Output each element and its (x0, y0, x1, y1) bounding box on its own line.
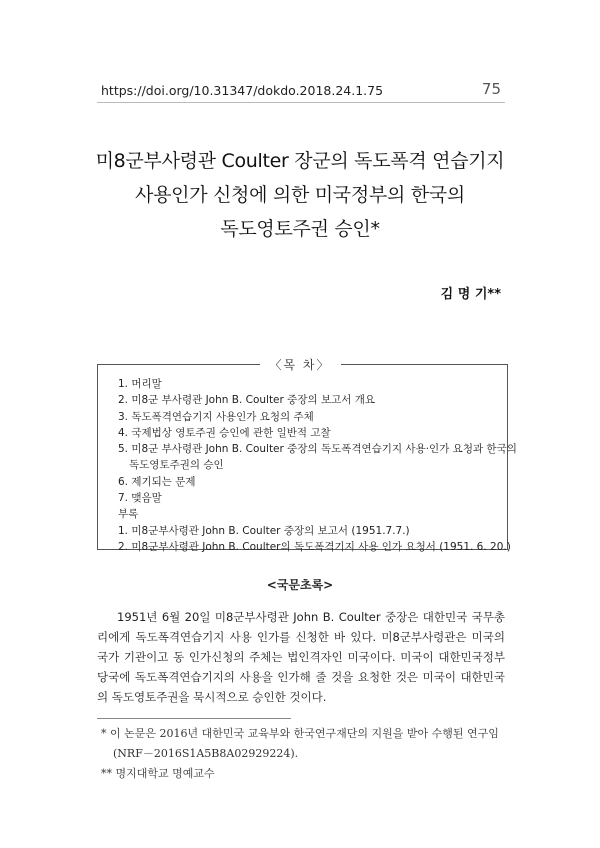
footnotes (101, 724, 506, 784)
abstract-text: 1951년 6월 20일 미8군부사령관 John B. Coulter 중장은 대한민국 국무총리에게 독도폭격연습기지 사용 인가를 신청한 바 있다. 미8군부사령관은 미국의 국가 기관이고 동 인가신청의 주체는 법인격자인 미국이다. 미국이 대한민국정부 당국에 독도폭격연습기지의 사용을 인가해 줄 것을 요청한 것은 미국이 대한민국의 독도영토주권을 묵시적으로 승인한 것이다. (97, 610, 505, 704)
title-line-1: 미8군부사령관 Coulter 장군의 독도폭격 연습기지 (95, 150, 505, 172)
toc-heading: 〈목 차〉 (260, 358, 341, 372)
footnote-funding: * 이 논문은 2016년 대한민국 교육부와 한국연구재단의 지원을 받아 수행된 연구임(NRF－2016S1A5B8A02929224). (101, 727, 499, 760)
toc-item: 5. 미8군 부사령관 John B. Coulter 중장의 독도폭격연습기지 사용·인가 요청과 한국의 (118, 443, 517, 456)
toc-item: 6. 제기되는 문제 (118, 475, 196, 488)
paper-title (70, 144, 530, 246)
toc-list (118, 376, 517, 555)
toc-item: 4. 국제법상 영토주권 승인에 관한 일반적 고찰 (118, 426, 331, 439)
abstract-body (97, 607, 505, 707)
toc-item: 2. 미8군 부사령관 John B. Coulter 중장의 보고서 개요 (118, 394, 375, 407)
toc-item: 1. 미8군부사령관 John B. Coulter 중장의 보고서 (1951.7.7.) (118, 524, 410, 537)
toc-item: 3. 독도폭격연습기지 사용인가 요청의 주체 (118, 410, 314, 423)
doi-link[interactable]: https://doi.org/10.31347/dokdo.2018.24.1.75 (101, 83, 384, 98)
page-number: 75 (481, 80, 501, 98)
toc-appendix-label: 부록 (118, 508, 139, 521)
title-line-3: 독도영토주권 승인* (220, 218, 380, 240)
author-name: 김 명 기** (440, 287, 501, 302)
toc-item: 1. 머리말 (118, 378, 162, 390)
toc-heading-wrap (0, 354, 600, 373)
footnote-affiliation: ** 명지대학교 명예교수 (101, 767, 215, 780)
abstract-heading: <국문초록> (266, 578, 334, 592)
header-divider (97, 102, 505, 103)
toc-item: 2. 미8군부사령관 John B. Coulter의 독도폭격기지 사용 인가 요청서 (1951. 6. 20.) (118, 540, 511, 553)
title-line-2: 사용인가 신청에 의한 미국정부의 한국의 (135, 184, 465, 206)
toc-item-continuation: 독도영토주권의 승인 (129, 459, 224, 472)
toc-item: 7. 맺음말 (118, 492, 162, 505)
footnote-divider (97, 718, 291, 719)
